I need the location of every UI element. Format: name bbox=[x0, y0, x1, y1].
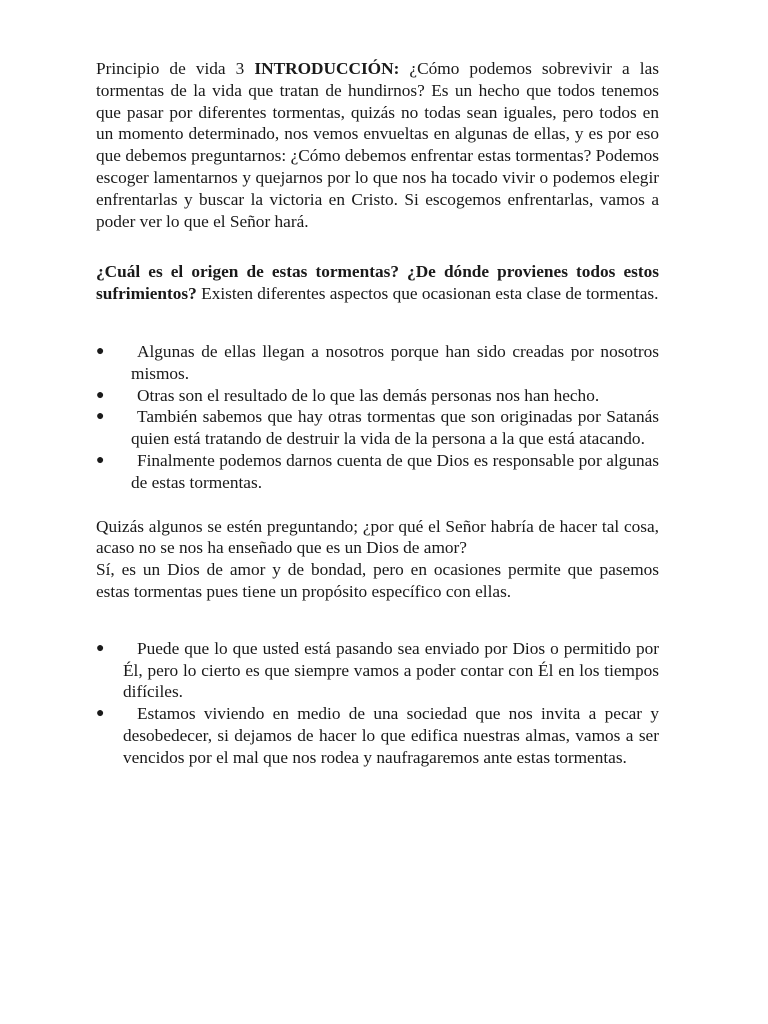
list-item bbox=[96, 385, 659, 407]
list-item-text: Estamos viviendo en medio de una sociedad que nos invita a pecar y desobedecer, si dejamos de hacer lo que edifica nuestras almas, vamos a ser vencidos por el mal que nos rodea y naufragaremos ante estas tormentas. bbox=[123, 704, 659, 767]
list-item-text: Otras son el resultado de lo que las demás personas nos han hecho. bbox=[137, 385, 600, 405]
origin-paragraph bbox=[96, 261, 659, 305]
bullet-icon: ● bbox=[96, 343, 105, 359]
bullet-icon: ● bbox=[96, 409, 105, 425]
intro-heading: INTRODUCCIÓN: bbox=[254, 59, 400, 78]
bullet-icon: ● bbox=[96, 452, 105, 468]
list-item-text: Finalmente podemos darnos cuenta de que Dios es responsable por algunas de estas tormentas. bbox=[131, 450, 659, 492]
question-paragraph: Quizás algunos se estén preguntando; ¿por qué el Señor habría de hacer tal cosa, acaso no se nos ha enseñado que es un Dios de amor? bbox=[96, 516, 659, 558]
intro-body: ¿Cómo podemos sobrevivir a las tormentas de la vida que tratan de hundirnos? Es un hecho que todos tenemos que pasar por diferentes tormentas, quizás no todas sean iguales, pero todos en un momento determinado, nos vemos envueltas en algunas de ellas, y es por eso que debemos preguntarnos: ¿Cómo debemos enfrentar estas tormentas? Podemos escoger lamentarnos y quejarnos por lo que nos ha tocado vivir o podemos elegir enfrentarlas y buscar la victoria en Cristo. Si escogemos enfrentarlas, vamos a poder ver lo que el Señor hará. bbox=[96, 59, 659, 231]
list-item-text: Algunas de ellas llegan a nosotros porque han sido creadas por nosotros mismos. bbox=[131, 341, 659, 383]
bullet-icon: ● bbox=[96, 387, 105, 403]
bullet-icon: ● bbox=[96, 640, 105, 656]
list-item bbox=[96, 638, 659, 703]
purposes-list bbox=[96, 638, 659, 769]
origin-body: Existen diferentes aspectos que ocasionan esta clase de tormentas. bbox=[196, 284, 659, 304]
list-item bbox=[96, 406, 659, 450]
answer-paragraph: Sí, es un Dios de amor y de bondad, pero en ocasiones permite que pasemos estas tormentas pues tiene un propósito específico con ellas. bbox=[96, 560, 659, 601]
intro-lead: Principio de vida 3 bbox=[96, 59, 255, 78]
origin-question: ¿Cuál es el origen de estas tormentas? ¿De dónde provienes todos estos sufrimientos? bbox=[96, 262, 659, 304]
list-item bbox=[96, 450, 659, 494]
bullet-icon: ● bbox=[96, 706, 105, 722]
list-item-text: Puede que lo que usted está pasando sea enviado por Dios o permitido por Él, pero lo cierto es que siempre vamos a poder contar con Él en los tiempos difíciles. bbox=[123, 638, 659, 702]
list-item bbox=[96, 703, 659, 768]
aspects-list bbox=[96, 341, 659, 494]
intro-paragraph bbox=[96, 58, 659, 232]
document-page bbox=[96, 58, 659, 769]
list-item bbox=[96, 341, 659, 385]
list-item-text: También sabemos que hay otras tormentas que son originadas por Satanás quien está tratando de destruir la vida de la persona a la que está atacando. bbox=[131, 407, 659, 449]
